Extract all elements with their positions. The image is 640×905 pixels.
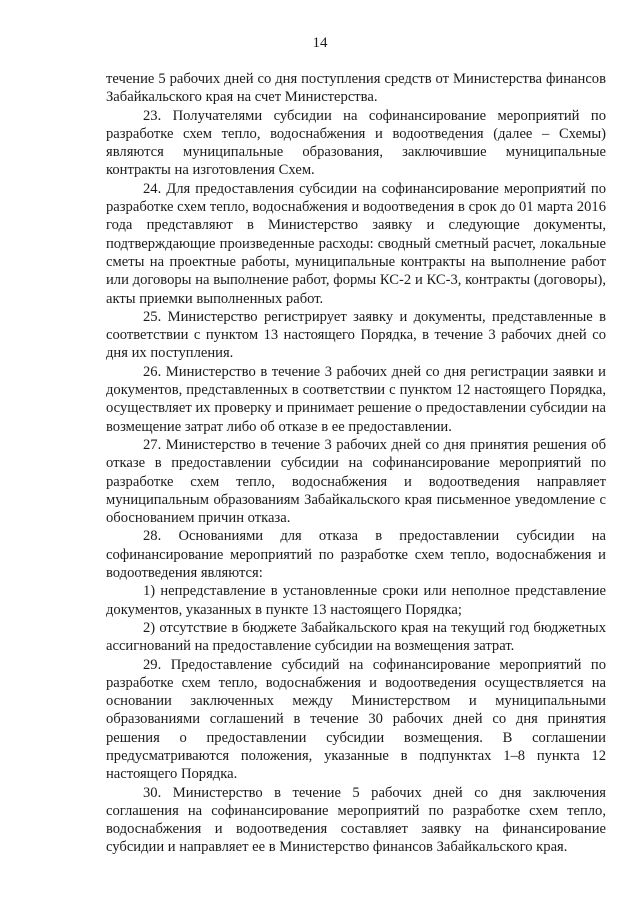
paragraph-28: 28. Основаниями для отказа в предоставлении субсидии на софинансирование мероприятий по разработке схем тепло, водоснабжения и водоотведения являются:	[106, 528, 606, 582]
paragraph-25: 25. Министерство регистрирует заявку и документы, представленные в соответствии с пунктом 13 настоящего Порядка, в течение 3 рабочих дней со дня их поступления.	[106, 308, 606, 362]
paragraph-24: 24. Для предоставления субсидии на софинансирование мероприятий по разработке схем тепло, водоснабжения и водоотведения в срок до 01 марта 2016 года представляют в Министерство заявку и следующие документы, подтверждающие произведенные расходы: сводный сметный расчет, локальные сметы на проектные работы, муниципальные контракты на выполнение работ или договоры на выполнение работ, формы КС-2 и КС-3, контракты (договоры), акты приемки выполненных работ.	[106, 180, 606, 307]
list-item-2: 2) отсутствие в бюджете Забайкальского края на текущий год бюджетных ассигнований на предоставление субсидии на возмещения затрат.	[106, 619, 606, 655]
page-number: 14	[312, 35, 328, 51]
list-item-1: 1) непредставление в установленные сроки или неполное представление документов, указанных в пункте 13 настоящего Порядка;	[106, 583, 606, 618]
paragraph-continuation: течение 5 рабочих дней со дня поступления средств от Министерства финансов Забайкальского края на счет Министерства.	[106, 71, 606, 106]
document-body	[106, 70, 606, 857]
paragraph-23: 23. Получателями субсидии на софинансирование мероприятий по разработке схем тепло, водоснабжения и водоотведения (далее – Схемы) являются муниципальные образования, заключившие муниципальные контракты на изготовления Схем.	[106, 107, 606, 179]
paragraph-29: 29. Предоставление субсидий на софинансирование мероприятий по разработке схем тепло, водоснабжения и водоотведения осуществляется на основании заключенных между Министерством и муниципальными образованиями соглашений в течение 30 рабочих дней со дня принятия решения о предоставлении субсидии возмещения. В соглашении предусматриваются положения, указанные в подпунктах 1–8 пункта 12 настоящего Порядка.	[106, 656, 606, 783]
paragraph-27: 27. Министерство в течение 3 рабочих дней со дня принятия решения об отказе в предоставлении субсидии на софинансирование мероприятий по разработке схем тепло, водоснабжения и водоотведения направляет муниципальным образованиям Забайкальского края письменное уведомление с обоснованием причин отказа.	[106, 436, 606, 527]
paragraph-30: 30. Министерство в течение 5 рабочих дней со дня заключения соглашения на софинансирование мероприятий по разработке схем тепло, водоснабжения и водоотведения составляет заявку на финансирование субсидии и направляет ее в Министерство финансов Забайкальского края.	[106, 784, 606, 856]
paragraph-26: 26. Министерство в течение 3 рабочих дней со дня регистрации заявки и документов, представленных в соответствии с пунктом 12 настоящего Порядка, осуществляет их проверку и принимает решение о предоставлении субсидии на возмещение затрат либо об отказе в ее предоставлении.	[106, 363, 606, 435]
